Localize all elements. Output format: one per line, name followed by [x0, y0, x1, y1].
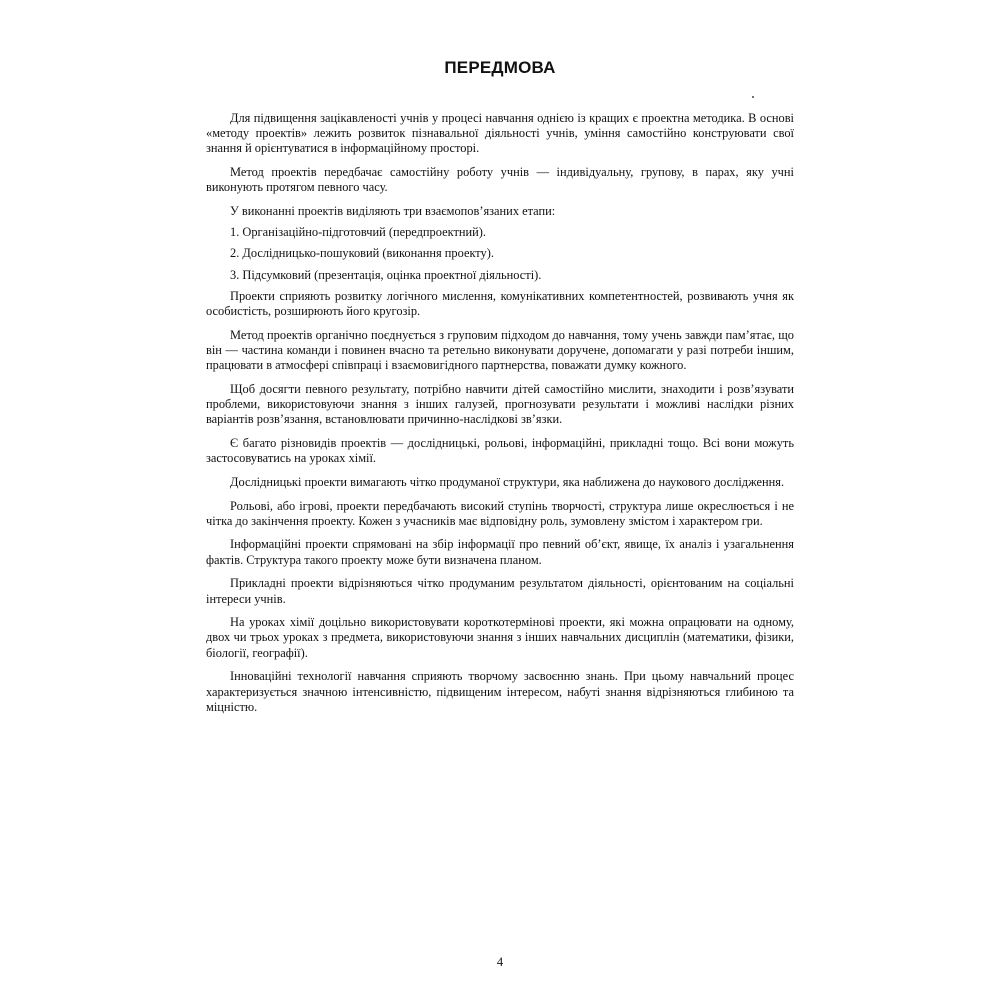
paragraph: У виконанні проектів виділяють три взаємопов’язаних етапи: — [230, 204, 556, 219]
paragraph: Метод проектів передбачає самостійну роботу учнів — індивідуальну, групову, в парах, яку учні виконують протягом певного часу. — [206, 165, 794, 195]
paragraph: Для підвищення зацікавленості учнів у процесі навчання однією із кращих є проектна методика. В основі «методу проектів» лежить розвиток пізнавальної діяльності учнів, уміння самостійно конструювати свої знання й орієнтуватися в інформаційному просторі. — [206, 111, 794, 156]
list-item: 2. Дослідницько-пошуковий (виконання проекту). — [230, 246, 494, 261]
list-item: 1. Організаційно-підготовчий (передпроектний). — [230, 225, 486, 240]
paragraph: Щоб досягти певного результату, потрібно навчити дітей самостійно мислити, знаходити і розв’язувати проблеми, використовуючи знання з інших галузей, прогнозувати результати і можливі наслідки різних варіантів розв’язання, встановлювати причинно-наслідкові зв’язки. — [206, 381, 794, 427]
body-text — [206, 111, 794, 724]
page-number: 4 — [496, 955, 504, 969]
paragraph: Інформаційні проекти спрямовані на збір інформації про певний об’єкт, явище, їх аналіз і узагальнення фактів. Структура такого проекту може бути визначена планом. — [206, 537, 794, 567]
paragraph: Дослідницькі проекти вимагають чітко продуманої структури, яка наближена до наукового дослідження. — [230, 474, 785, 489]
paragraph: Рольові, або ігрові, проекти передбачають високий ступінь творчості, структура лише окреслюється і не чітка до закінчення проекту. Кожен з учасників має відповідну роль, зумовлену змістом і характером гри. — [206, 498, 794, 528]
list-item: 3. Підсумковий (презентація, оцінка проектної діяльності). — [230, 267, 542, 282]
paragraph: Метод проектів органічно поєднується з груповим підходом до навчання, тому учень завжди пам’ятає, що він — частина команди і повинен вчасно та ретельно виконувати доручене, допомагати у разі потреби іншим, працювати в атмосфері співпраці і взаємовигідного партнерства, поважати думку кожного. — [206, 327, 794, 373]
page-title: ПЕРЕДМОВА — [444, 58, 556, 77]
paragraph: Прикладні проекти відрізняються чітко продуманим результатом діяльності, орієнтованим на соціальні інтереси учнів. — [206, 576, 794, 606]
paragraph: Є багато різновидів проектів — дослідницькі, рольові, інформаційні, прикладні тощо. Всі вони можуть застосовуватись на уроках хімії. — [206, 435, 794, 466]
stray-mark — [752, 96, 754, 98]
paragraph: На уроках хімії доцільно використовувати короткотермінові проекти, які можна опрацювати на одному, двох чи трьох уроках з предмета, використовуючи знання з інших навчальних дисциплін (математики, фізики, біології, географії). — [206, 615, 794, 660]
paragraph: Інноваційні технології навчання сприяють творчому засвоєнню знань. При цьому навчальний процес характеризується значною інтенсивністю, підвищеним інтересом, набуті знання відрізняються глибиною та міцністю. — [206, 669, 794, 714]
paragraph: Проекти сприяють розвитку логічного мислення, комунікативних компетентностей, розвивають учня як особистість, розширюють його кругозір. — [206, 288, 794, 319]
